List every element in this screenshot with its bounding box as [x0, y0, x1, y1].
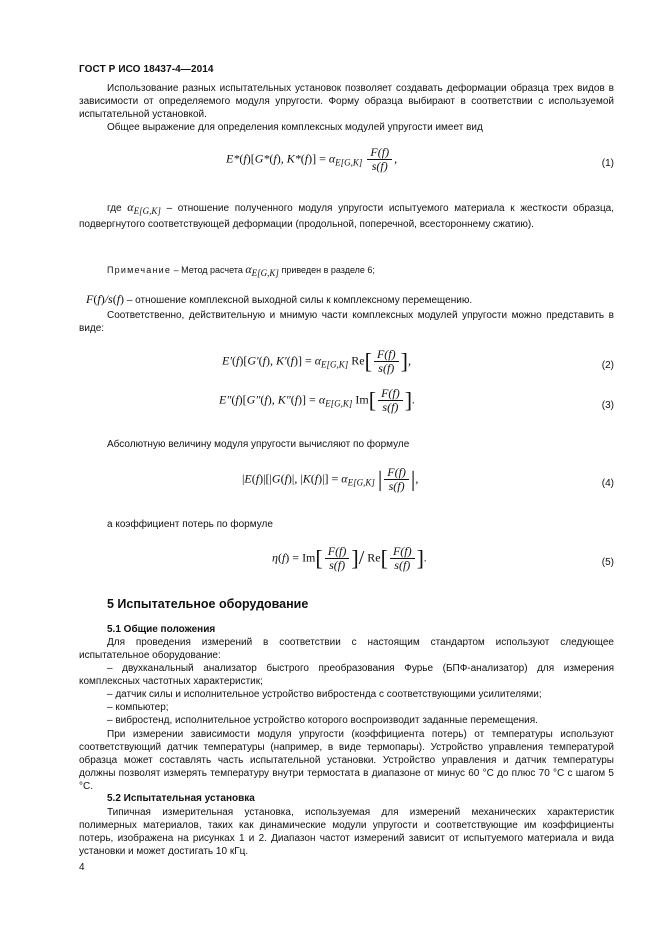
equation-5: η(f) = Im[ $\frac{F(f)}{s(f)}$ ]/ Re[ $\frac{F(f)}{s(f)}$ ]. — [272, 544, 427, 572]
section-5-2-paragraph-1: Типичная измерительная установка, используемая для измерений механических характеристик полимерных материалов, таких как динамические модули упругости и соответствующие им коэффициенты потерь, изображена на рисунках 1 и 2. Диапазон частот измерений зависит от испытуемого материала и вида установки и может достигать 10 кГц. — [79, 807, 614, 857]
note-alpha-symbol: $\alpha_{E[G,K]}$ — [245, 262, 279, 278]
section-5-1-paragraph-1: Для проведения измерений в соответствии с настоящим стандартом используют следующее испытательное оборудование: — [79, 637, 614, 661]
where-paragraph — [79, 201, 614, 231]
section-5-1-paragraph-2: При измерении зависимости модуля упругости (коэффициента потерь) от температуры используют соответствующий датчик температуры (например, в виде термопары). Устройство управления температурой образца может составлять часть испытательной установки. Устройство управления и датчик температуры должны позволят измерять температуру внутри термостата в диапазоне от минус 60 °С до плюс 70 °С с шагом 5 °С. — [79, 729, 614, 792]
ratio-symbol: F(f)/s(f) — [86, 292, 125, 306]
note — [107, 262, 375, 278]
note-label: Примечание — [107, 265, 172, 275]
section-5-title: 5 Испытательное оборудование — [107, 597, 309, 611]
equipment-bullet-1: – двухканальный анализатор быстрого преобразования Фурье (БПФ-анализатор) для измерения комплексных частотных характеристик; — [79, 663, 614, 687]
where-text: – отношение полученного модуля упругости испытуемого материала к жесткости образца, подвергнутого соответствующей деформации (продольной, поперечной, всестороннему сжатию). — [79, 203, 615, 230]
real-imag-paragraph: Соответственно, действительную и мнимую части комплексных модулей упругости можно представить в виде: — [79, 310, 614, 334]
equation-1: E*(f)[G*(f), $K*(f)] = \alpha_{E[G,K]}$ $\frac{F(f)}{s(f)}$ , — [226, 145, 398, 173]
document-header: ГОСТ Р ИСО 18437-4—2014 — [79, 64, 214, 75]
equation-2-number: (2) — [601, 360, 614, 371]
intro-paragraph-1: Использование разных испытательных установок позволяет создавать деформации образца трех видов в зависимости от определяемого модуля упругости. Форму образца выбирают в соответствии с используемой испытательной установкой. — [79, 83, 614, 120]
equipment-bullet-4: – вибростенд, исполнительное устройство которого воспроизводит заданные перемещения. — [107, 715, 538, 726]
equation-1-number: (1) — [601, 158, 614, 169]
loss-paragraph: а коэффициент потерь по формуле — [107, 519, 273, 530]
equation-4: |E(f)|[|G(f)|, $|K(f)|] = \alpha_{E[G,K]}$ | $\frac{F(f)}{s(f)}$ |, — [242, 465, 419, 493]
section-5-2-title: 5.2 Испытательная установка — [107, 793, 255, 804]
where-prefix: где — [107, 203, 122, 214]
equation-3: E″(f)[G″(f), $K''(f)] = \alpha_{E[G,K]}$ Im[ $\frac{F(f)}{s(f)}$ ]. — [219, 386, 416, 414]
ratio-text: – отношение комплексной выходной силы к комплексному перемещению. — [126, 295, 473, 306]
ratio-paragraph — [86, 293, 614, 307]
equation-4-number: (4) — [601, 478, 614, 489]
abs-value-paragraph: Абсолютную величину модуля упругости вычисляют по формуле — [107, 439, 410, 450]
note-text-a: – Метод расчета — [173, 265, 243, 275]
section-5-1-title: 5.1 Общие положения — [107, 624, 216, 635]
equation-3-number: (3) — [601, 400, 614, 411]
equipment-bullet-3: – компьютер; — [107, 702, 169, 713]
note-text-b: приведен в разделе 6; — [281, 265, 375, 275]
equation-2: E′(f)[G′(f), $K'(f)] = \alpha_{E[G,K]}$ Re[ $\frac{F(f)}{s(f)}$ ], — [222, 347, 411, 375]
page-number: 4 — [79, 862, 85, 873]
alpha-symbol: $\alpha_{E[G,K]}$ — [127, 200, 161, 216]
equipment-bullet-2: – датчик силы и исполнительное устройство вибростенда с соответствующими усилителями; — [107, 689, 542, 700]
equation-5-number: (5) — [601, 557, 614, 568]
intro-paragraph-2: Общее выражение для определения комплексных модулей упругости имеет вид — [107, 122, 483, 133]
